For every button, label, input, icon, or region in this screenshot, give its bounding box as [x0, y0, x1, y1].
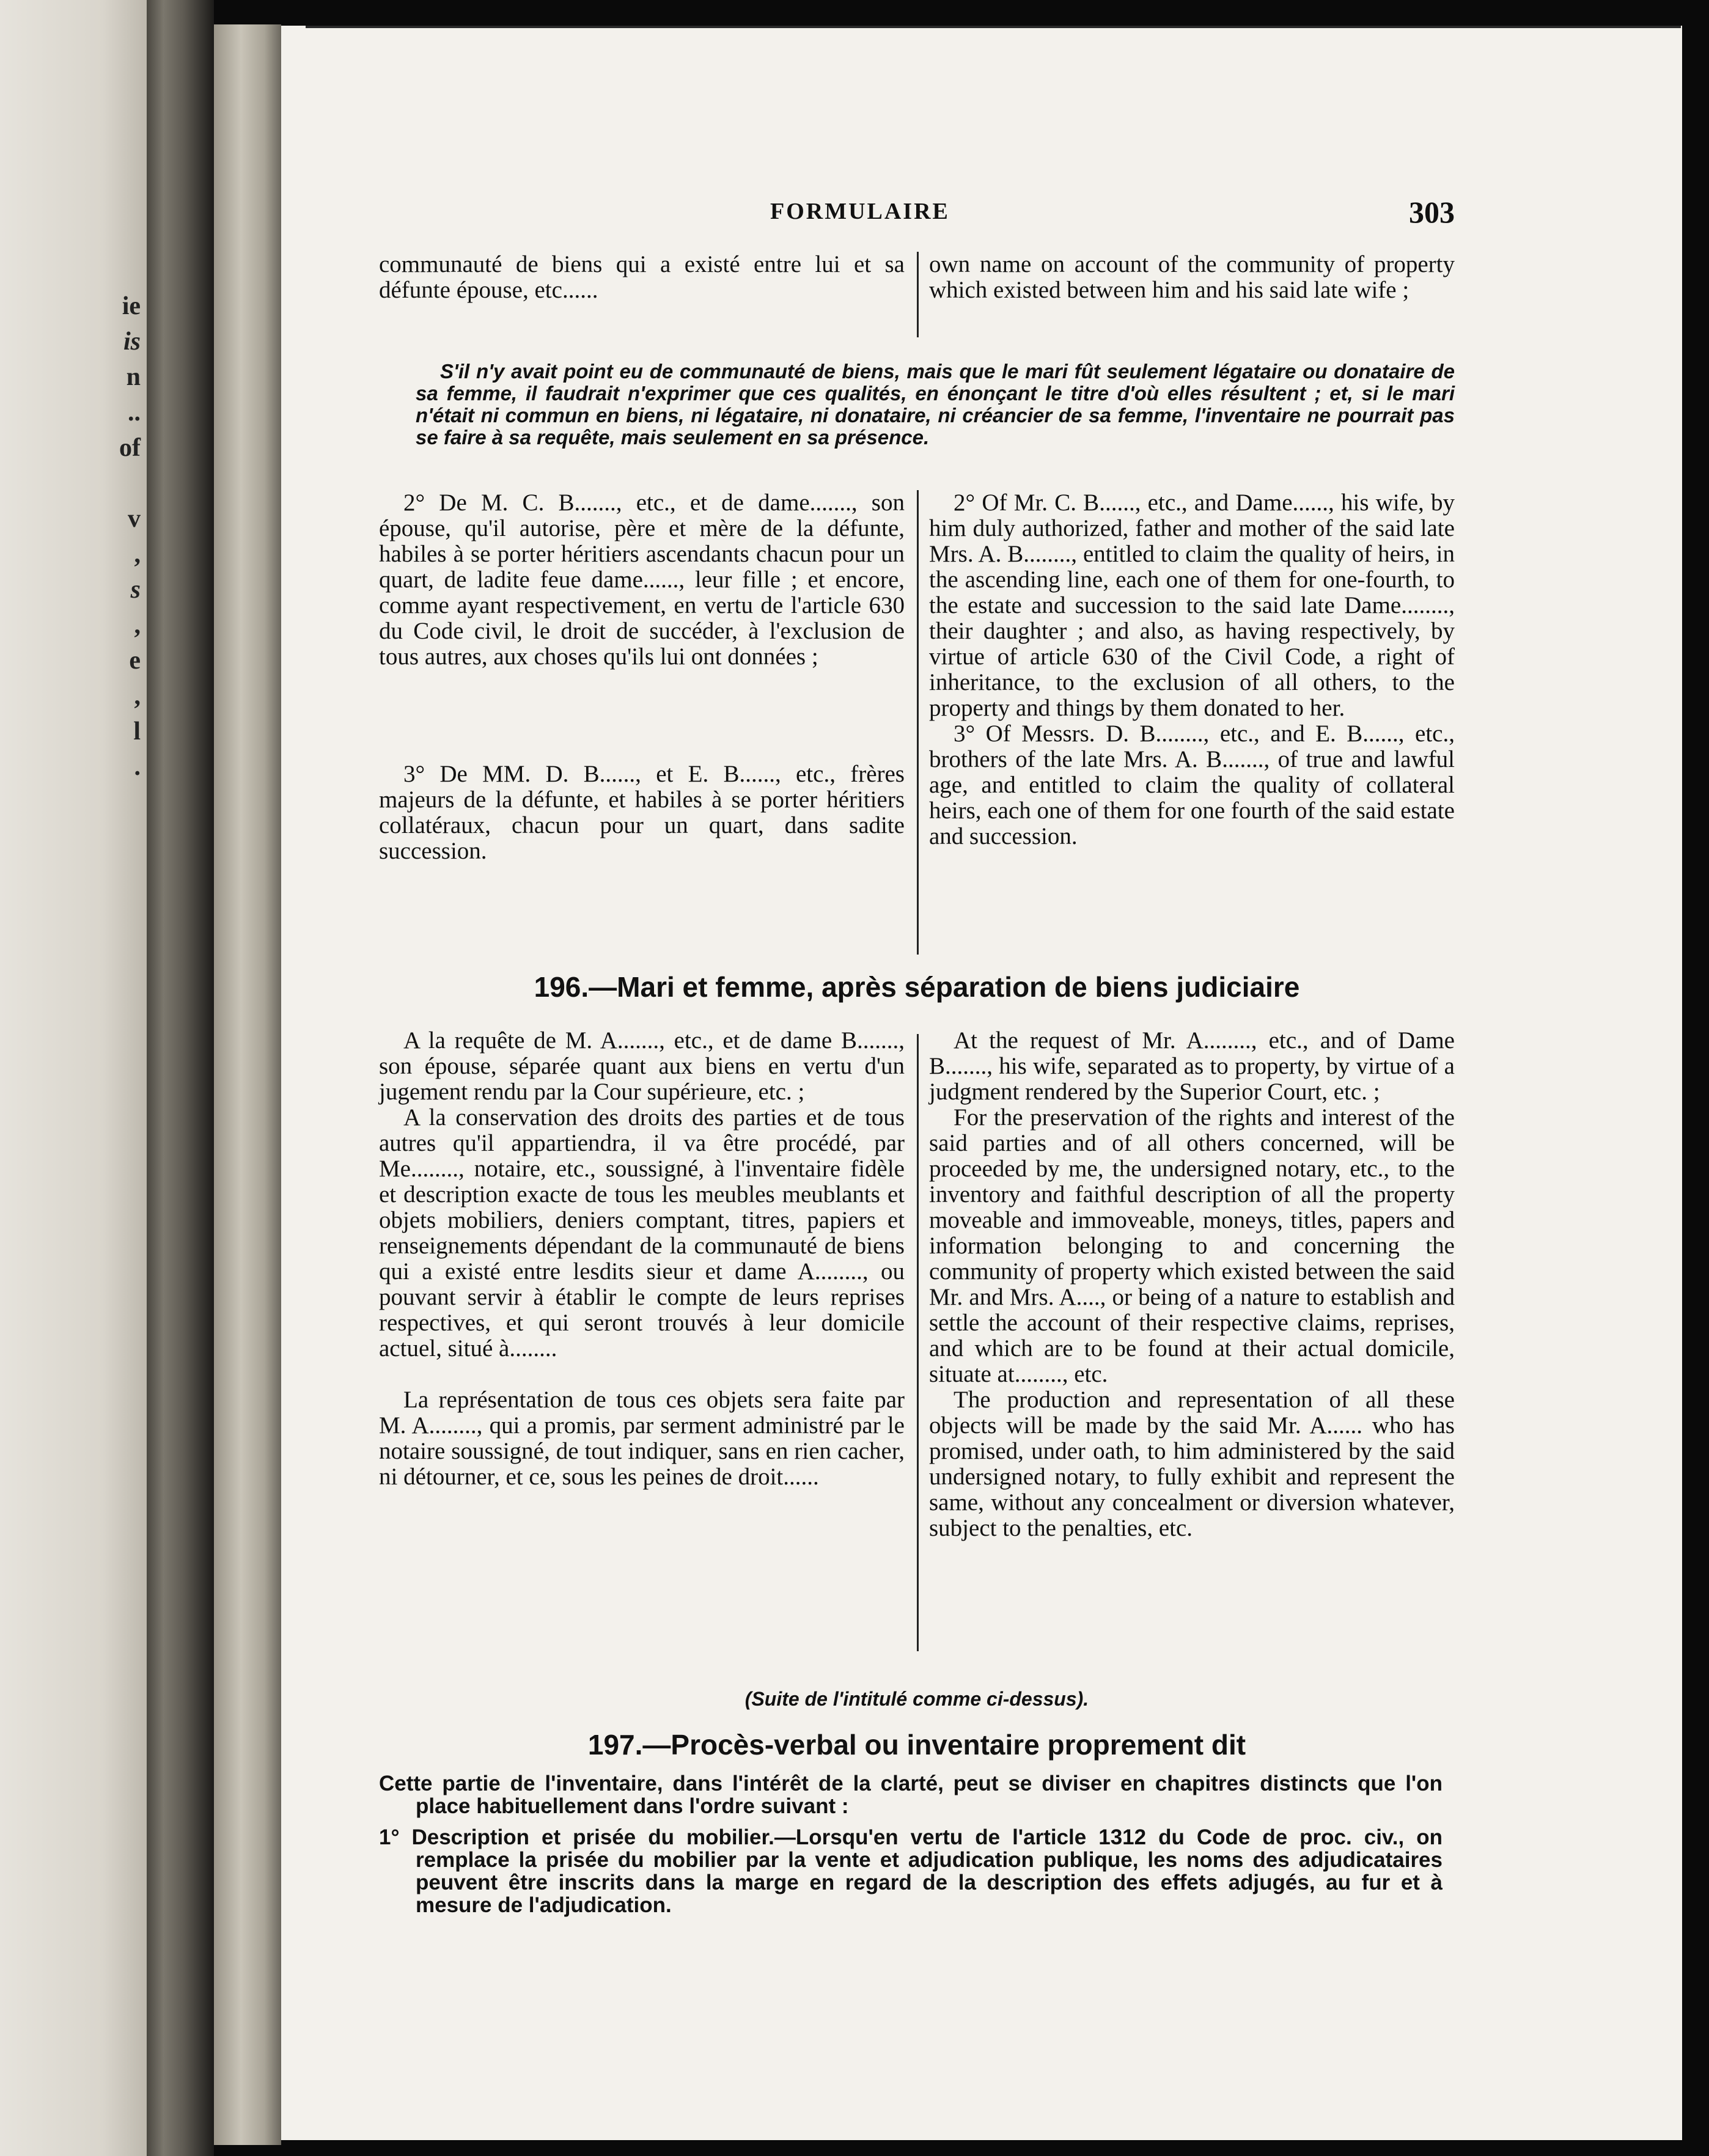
french-column: [379, 252, 905, 303]
fragment: is: [123, 328, 141, 356]
paragraph: own name on account of the community of property which existed between him and his said late wife ;: [929, 251, 1455, 303]
fragment: ,: [134, 682, 141, 710]
section-197-item-1: [379, 1826, 1443, 1916]
fragment: ,: [134, 611, 141, 639]
facing-page: [0, 0, 147, 2156]
page-header: [379, 195, 1455, 235]
paragraph: A la conservation des droits des parties et de tous autres qu'il appartiendra, il va être procédé, par Me........, notaire, etc., soussigné, à l'inventaire fidèle et description exacte de tous les meubles meublants et objets mobiliers, deniers comptant, titres, papiers et renseignements dépendant de la communauté de biens qui a existé entre lesdits sieur et dame A........, ou pouvant servir à établir le compte de leurs reprises respectives, et qui seront trouvés à leur domicile actuel, situé à........: [379, 1104, 905, 1362]
paragraph: A la requête de M. A......., etc., et de dame B......., son épouse, séparée quant aux biens en vertu d'un jugement rendu par la Cour supérieure, etc. ;: [379, 1027, 905, 1105]
fragment: ie: [122, 292, 141, 320]
column-divider: [917, 1034, 919, 1651]
english-column: [929, 252, 1455, 303]
fragment: ..: [128, 398, 141, 427]
english-column: [929, 1028, 1455, 1541]
running-head: FORMULAIRE: [770, 199, 950, 224]
fragment: s: [130, 576, 141, 604]
book-page: [281, 26, 1682, 2140]
binding-gutter: [147, 0, 214, 2156]
top-rule: [306, 26, 1681, 28]
suite-note: (Suite de l'intitulé comme ci-dessus).: [744, 1688, 1089, 1710]
paragraph: communauté de biens qui a existé entre lui et sa défunte épouse, etc......: [379, 251, 905, 303]
fragment: l: [133, 717, 141, 746]
paragraph: 3° De MM. D. B......, et E. B......, etc., frères majeurs de la défunte, et habiles à se porter héritiers collatéraux, chacun pour un quart, dans sadite succession.: [379, 761, 905, 864]
french-column: [379, 490, 905, 864]
intro-text: Cette partie de l'inventaire, dans l'intérêt de la clarté, peut se diviser en chapitres distincts que l'on place habituellement dans l'ordre suivant :: [379, 1772, 1443, 1818]
facing-page-fragments: [92, 293, 141, 790]
fragment: of: [119, 434, 141, 462]
fragment: e: [129, 647, 141, 675]
binding-edge: [214, 24, 281, 2145]
paragraph: 2° Of Mr. C. B......, etc., and Dame......, his wife, by him duly authorized, father and mother of the said late Mrs. A. B........, entitled to claim the quality of heirs, in the ascending line, each one of them for one-fourth, to the estate and succession to the said late Dame........, their daughter ; and also, as having respectively, by virtue of article 630 of the Civil Code, a right of inheritance, to the exclusion of all others, to the property and things by them donated to her.: [929, 490, 1455, 721]
paragraph: 3° Of Messrs. D. B........, etc., and E. B......, etc., brothers of the late Mrs. A. B......., of true and lawful age, and entitled to claim the quality of collateral heirs, each one of them for one fourth of the said estate and succession.: [929, 721, 1455, 849]
italic-note: S'il n'y avait point eu de communauté de biens, mais que le mari fût seulement légataire ou donataire de sa femme, il faudrait n'exprimer que ces qualités, en énonçant le titre d'où elles résultent ; et, si le mari n'était ni commun en biens, ni légataire, ni donataire, ni créancier de sa femme, l'inventaire ne pourrait pas se faire à sa requête, mais seulement en sa présence.: [416, 360, 1455, 449]
french-column: [379, 1028, 905, 1541]
column-divider: [917, 252, 919, 337]
paragraph: La représentation de tous ces objets sera faite par M. A........, qui a promis, par serment administré par le notaire soussigné, de tout indiquer, sans en rien cacher, ni détourner, et ce, sous les peines de droit......: [379, 1387, 905, 1490]
paragraph: For the preservation of the rights and interest of the said parties and of all others concerned, will be proceeded by me, the undersigned notary, etc., to the inventory and faithful description of all the property moveable and immoveable, moneys, titles, papers and information belonging to and concerning the community of property which existed between the said Mr. and Mrs. A...., or being of a nature to establish and settle the account of their respective claims, reprises, and which are to be found at their actual domicile, situate at........, etc.: [929, 1104, 1455, 1387]
fragment: n: [126, 363, 141, 391]
fragment: v: [128, 505, 141, 533]
section-196-heading: 196.—Mari et femme, après séparation de biens judiciaire: [534, 971, 1300, 1003]
page-number: 303: [1409, 195, 1455, 229]
paragraph: 2° De M. C. B......., etc., et de dame......., son épouse, qu'il autorise, père et mère de la défunte, habiles à se porter héritiers ascendants chacun pour un quart, de ladite feue dame......, leur fille ; et encore, comme ayant respectivement, en vertu de l'article 630 du Code civil, le droit de succéder, à l'exclusion de tous autres, aux choses qu'ils lui ont données ;: [379, 490, 905, 670]
fragment: [92, 471, 141, 506]
section-197-heading: 197.—Procès-verbal ou inventaire proprement dit: [587, 1729, 1246, 1761]
paragraph: At the request of Mr. A........, etc., and of Dame B......., his wife, separated as to property, by virtue of a judgment rendered by the Superior Court, etc. ;: [929, 1027, 1455, 1105]
column-divider: [917, 490, 919, 955]
english-column: [929, 490, 1455, 864]
paragraph: The production and representation of all these objects will be made by the said Mr. A...... who has promised, under oath, to him administered by the said undersigned notary, to fully exhibit and represent the same, without any concealment or diversion whatever, subject to the penalties, etc.: [929, 1387, 1455, 1541]
section-197-intro: [379, 1772, 1443, 1817]
item-text: 1° Description et prisée du mobilier.—Lorsqu'en vertu de l'article 1312 du Code de proc. civ., on remplace la prisée du mobilier par la vente et adjudication publique, les noms des adjudicataires peuvent être inscrits dans la marge en regard de la description des effets adjugés, au fur et à mesure de l'adjudication.: [379, 1825, 1443, 1917]
fragment: ,: [134, 540, 141, 568]
fragment: .: [134, 753, 141, 781]
